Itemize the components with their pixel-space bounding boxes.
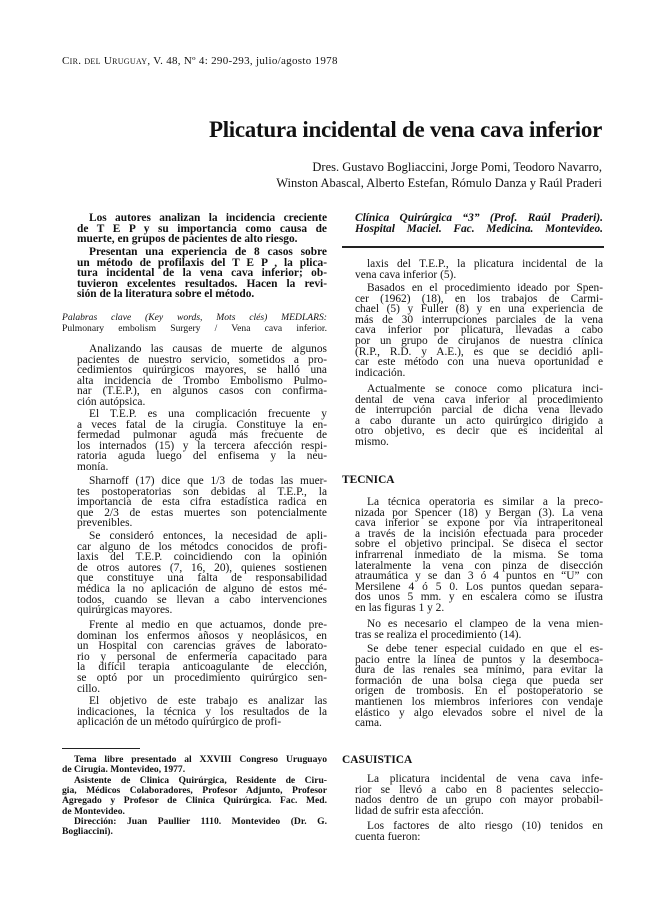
text-line: sión de la literatura sobre el método. [77, 288, 255, 301]
text-line: Asistente de Clinica Quirúrgica, Residente de Ciru- [74, 775, 327, 786]
text-line: aplicación de un método quirúrgico de profi- [77, 716, 282, 729]
text-line: origen de trombosis. En el postoperatorio se [355, 685, 603, 698]
text-line: La plicatura incidental de vena cava infe- [367, 773, 603, 785]
text-line: tuvieron excelentes resultados. Hacen la revi- [77, 277, 327, 290]
text-line: dura de las renales sea mínimo, para evitar la [355, 664, 603, 677]
text-line: Palabras clave (Key words, Mots clés) MEDLARS: [62, 312, 327, 323]
text-line: de T E P y su importancia como causa de [77, 222, 327, 235]
footnote-divider [62, 748, 140, 749]
footnote [62, 755, 327, 775]
text-line: atraumática y se dan 3 ó 4 puntos en “U” con [355, 570, 603, 583]
text-line: Analizando las causas de muerte de algunos [89, 343, 327, 355]
text-line: importancia de esta cifra estadística radica en [77, 496, 327, 509]
text-line: a cabo durante un acto quirúrgico dirigido a [355, 414, 603, 427]
text-line: Hospital Maciel. Fac. Medicina. Montevideo. [355, 222, 603, 235]
text-line: rior se llevó a cabo en 8 pacientes seleccio- [355, 783, 603, 796]
article-title: Plicatura incidental de vena cava inferior [208, 117, 602, 142]
text-line: Sharnoff (17) dice que 1/3 de todas las muer- [89, 475, 327, 487]
text-line: un Hospital con carencias graves de laborato- [77, 640, 327, 653]
text-line: cillo. [77, 682, 101, 695]
text-line: quirúrgicas mayores. [77, 604, 173, 617]
affiliation-divider [342, 246, 604, 248]
text-line: tras se realiza el procedimiento (14). [355, 628, 522, 641]
text-line: nados dentro de un grupo con mayor probabil- [355, 794, 603, 807]
text-line: dental de vena cava inferior al procedimiento [355, 393, 603, 406]
text-line: No es necesario el clampeo de la vena mien- [367, 618, 603, 630]
text-line: cama. [355, 717, 382, 730]
text-line: Se consideró entonces, la necesidad de apli- [89, 530, 327, 542]
text-line: indicación. [355, 366, 406, 379]
text-line: a veces fatal de la cirugía. Constituye la en- [77, 418, 327, 431]
text-line: laxis del T.E.P. coincidiendo con la opinión [77, 551, 327, 564]
body-paragraph [77, 531, 327, 616]
text-line: gia, Médicos Colaboradores, Profesor Adjunto, Profesor [62, 785, 327, 797]
text-line: otro objetivo, es decir que es incidental al [355, 425, 603, 438]
text-line: monía. [77, 460, 109, 473]
text-line: pacio entre la línea de puntos y la desemboca- [355, 653, 603, 666]
text-line: dominan los enfermos añosos y neoplásicos, en [77, 629, 327, 642]
text-line: Frente al medio en que actuamos, donde pre- [89, 619, 327, 631]
text-line: Mersilene 4 ó 5 0. Los puntos quedan separa- [355, 580, 603, 593]
text-line: Basados en el procedimiento ideado por Spen- [367, 282, 603, 294]
text-line: mismo. [355, 435, 389, 448]
authors-line-2: Winston Abascal, Alberto Estefan, Rómulo Danza y Raúl Praderi [276, 176, 602, 190]
affiliation [355, 213, 603, 234]
text-line: se optó por un procedimiento quirúrgico sen- [77, 671, 327, 684]
text-line: cava inferior se expone por vía intraperitoneal [355, 517, 603, 530]
text-line: Presentan una experiencia de 8 casos sobre [89, 246, 327, 258]
text-line: los internados (15) y la tercera afección respi- [77, 439, 327, 452]
text-line: en las figuras 1 y 2. [355, 601, 445, 614]
text-line: lidad de sufrir esta afección. [355, 804, 484, 817]
text-line: cer (1962) (18), en los trabajos de Carmi- [355, 292, 603, 305]
text-line: que constituye una falta de responsabilidad [77, 572, 327, 585]
running-header [62, 55, 338, 67]
text-line: médica la no aplicación de alguno de estos mé- [77, 582, 327, 595]
text-line: ción autópsica. [77, 395, 146, 408]
body-paragraph [355, 259, 603, 280]
text-line: fermedad pulmonar aguda más frecuente de [77, 429, 327, 442]
text-line: muerte, en grupos de pacientes de alto riesgo. [77, 233, 298, 246]
body-paragraph [77, 696, 327, 728]
text-line: laxis del T.E.P., la plicatura incidental de la [367, 258, 603, 270]
text-line: más de 30 interrupciones parciales de la vena [355, 313, 603, 326]
text-line: formación de una bolsa ciega que pueda ser [355, 674, 603, 687]
text-line: car alguno de los métodcs conocidos de profi- [77, 540, 327, 553]
abstract-2 [77, 247, 327, 300]
body-paragraph [355, 619, 603, 640]
text-line: prevenibles. [77, 517, 133, 530]
footnote [62, 817, 327, 837]
body-paragraph [77, 344, 327, 408]
keywords [62, 313, 327, 334]
text-line: cedimientos quirúrgicos mayores, se halló una [77, 364, 327, 377]
text-line: El objetivo de este trabajo es analizar las [89, 695, 327, 707]
text-line: Tema libre presentado al XXVIII Congreso Uruguayo [74, 754, 327, 765]
citation: , V. 48, Nº 4: 290-293, julio/agosto 1978 [147, 55, 338, 67]
text-line: elástico y algo elevados sobre el nivel de la [355, 706, 603, 719]
text-line: tura incidental de la vena cava inferior; ob- [77, 267, 327, 280]
text-line: un método de profilaxis del T E P , la plica- [77, 256, 327, 269]
text-line: pacientes de nuestro servicio, sometidos a pro- [77, 353, 327, 366]
text-line: La técnica operatoria es similar a la preco- [367, 496, 603, 508]
text-line: Se debe tener especial cuidado en que el es- [367, 643, 603, 655]
text-line: indicaciones, la técnica y los resultados de la [77, 705, 327, 718]
text-line: de otros autores (7, 16, 20), quienes sostienen [77, 561, 327, 574]
text-line: Clínica Quirúrgica “3” (Prof. Raúl Praderi). [355, 212, 603, 224]
abstract [77, 213, 327, 245]
text-line: nar (T.E.P.), en algunos casos con confirma- [77, 385, 327, 398]
text-line: nizada por Spencer (18) y Bergan (3). La vena [355, 506, 603, 519]
section-heading-casuistica: CASUISTICA [342, 754, 413, 766]
text-line: (R.P., R.D. y A.E.), es que se decidió apli- [355, 345, 603, 358]
text-line: Los autores analizan la incidencia creciente [89, 212, 327, 224]
text-line: de interrupción parcial de dicha vena llevado [355, 404, 603, 417]
body-paragraph [355, 644, 603, 729]
text-line: ratoria aguda luego del enfisema y la neu- [77, 450, 327, 463]
text-line: que 2/3 de estas muertes son potencialmente [77, 506, 327, 519]
body-paragraph [77, 620, 327, 694]
text-line: por un grupo de cirujanos de nuestra clínica [355, 334, 603, 347]
text-line: Bogliaccini). [62, 826, 113, 838]
authors-line-1: Dres. Gustavo Bogliaccini, Jorge Pomi, Teodoro Navarro, [312, 160, 602, 174]
section-heading-tecnica: TECNICA [342, 474, 395, 486]
text-line: dos unos 5 mm. y en escalera como se ilustra [355, 591, 603, 604]
text-line: infrarrenal inmediato de la misma. Se toma [355, 548, 603, 561]
text-line: Los factores de alto riesgo (10) tenidos en [367, 820, 603, 832]
text-line: cava inferior por plicatura, llevadas a cabo [355, 324, 603, 337]
text-line: tes postoperatorias son debidas al T.E.P., la [77, 485, 327, 498]
text-line: car este método con una nueva oportunidad e [355, 356, 603, 369]
footnote [62, 776, 327, 817]
text-line: todos, cuando se llevan a cabo intervenciones [77, 593, 327, 606]
text-line: Dirección: Juan Paullier 1110. Montevideo (Dr. G. [74, 816, 327, 827]
body-paragraph [355, 497, 603, 614]
text-line: chael (5) y Fuller (8) y en una experiencia de [355, 303, 603, 316]
text-line: Actualmente se conoce como plicatura inci- [367, 383, 603, 395]
body-paragraph [77, 476, 327, 529]
text-line: de Cirugia. Montevideo, 1977. [62, 764, 186, 776]
text-line: a través de la incisión efectuada para proceder [355, 527, 603, 540]
body-paragraph [355, 384, 603, 448]
text-line: Agregado y Profesor de Clinica Quirúrgica. Fac. Med. [62, 795, 327, 807]
text-line: sobre el objetivo principal. Se diseca el sector [355, 538, 603, 551]
text-line: El T.E.P. es una complicación frecuente y [89, 408, 327, 420]
text-line: rio y personal de enfermería capacitado para [77, 650, 327, 663]
body-paragraph [355, 821, 603, 842]
text-line: mantienen los miembros inferiores con vendaje [355, 695, 603, 708]
text-line: alta incidencia de Trombo Embolismo Pulmo- [77, 374, 327, 387]
text-line: vena cava inferior (5). [355, 268, 457, 281]
text-line: Pulmonary embolism Surgery / Vena cava inferior. [62, 322, 327, 334]
text-line: lateralmente la vena con pinza de disección [355, 559, 603, 572]
journal-name: Cir. del Uruguay [62, 55, 148, 67]
body-paragraph [355, 774, 603, 816]
body-paragraph [77, 409, 327, 473]
text-line: la difícil terapia anticoagulante de elección, [77, 661, 327, 674]
body-paragraph [355, 283, 603, 378]
text-line: de Montevideo. [62, 805, 125, 817]
text-line: cuenta fueron: [355, 830, 421, 843]
